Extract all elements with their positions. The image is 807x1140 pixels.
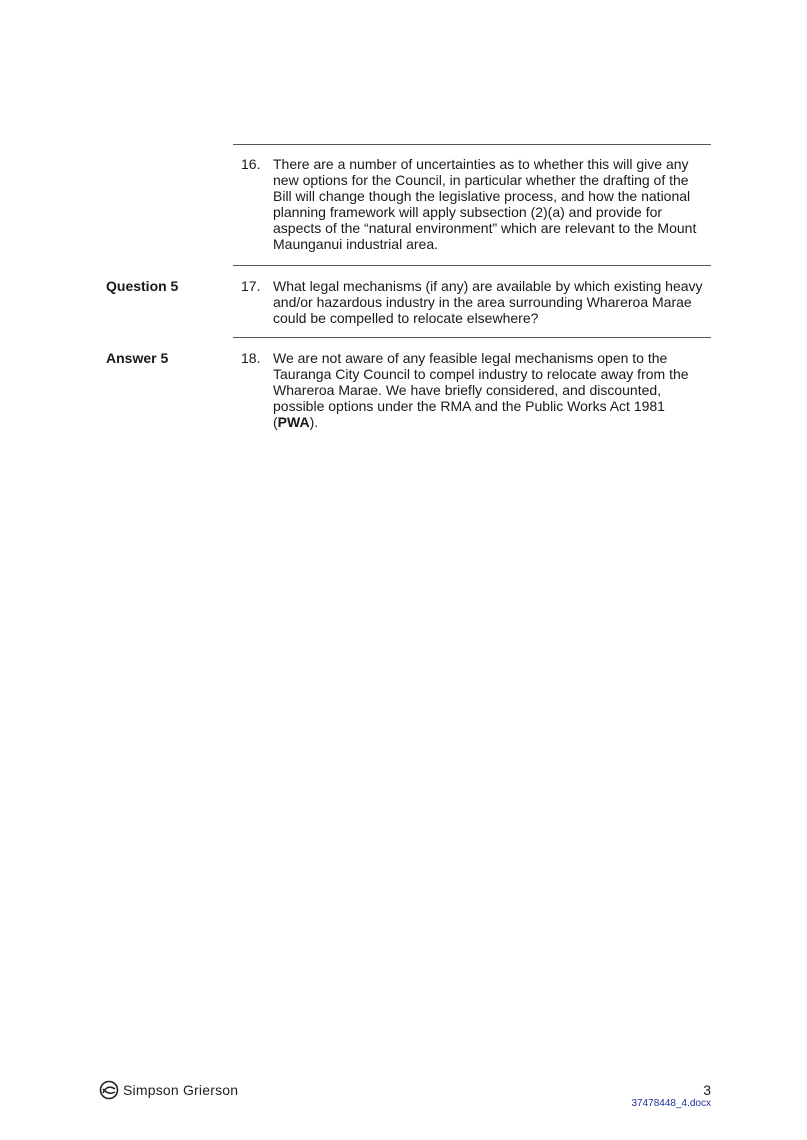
question-5-label: Question 5 [106,278,179,294]
paragraph-18 [233,350,711,430]
paragraph-text-before: We are not aware of any feasible legal mechanisms open to the Tauranga City Council to compel industry to relocate away from the Whareroa Marae. We have briefly considered, and discounted, possible options under the RMA and the Public Works Act 1981 ( [273,350,689,430]
paragraph-16 [233,156,711,252]
document-reference: 37478448_4.docx [631,1098,711,1109]
paragraph-number: 16. [241,156,261,172]
paragraph-17 [233,278,711,326]
footer-logo [99,1080,238,1100]
defined-term-pwa: PWA [277,414,310,430]
paragraph-text [273,350,711,430]
paragraph-number: 18. [241,350,261,366]
paragraph-number: 17. [241,278,261,294]
rule-answer-5 [233,337,711,338]
paragraph-text: What legal mechanisms (if any) are available by which existing heavy and/or hazardous industry in the area surrounding Whareroa Marae could be compelled to relocate elsewhere? [273,278,703,326]
page-number: 3 [703,1082,711,1098]
paragraph-text-after: ). [309,414,319,430]
rule-question-5 [233,265,711,266]
logo-text: Simpson Grierson [123,1082,239,1098]
simpson-grierson-logo-icon [99,1080,119,1100]
rule-top [233,144,711,145]
answer-5-label: Answer 5 [106,350,169,366]
paragraph-text: There are a number of uncertainties as to whether this will give any new options for the Council, in particular whether the drafting of the Bill will change though the legislative process, and how the national planning framework will apply subsection (2)(a) and provide for aspects of the “natural environment” which are relevant to the Mount Maunganui industrial area. [273,156,697,252]
